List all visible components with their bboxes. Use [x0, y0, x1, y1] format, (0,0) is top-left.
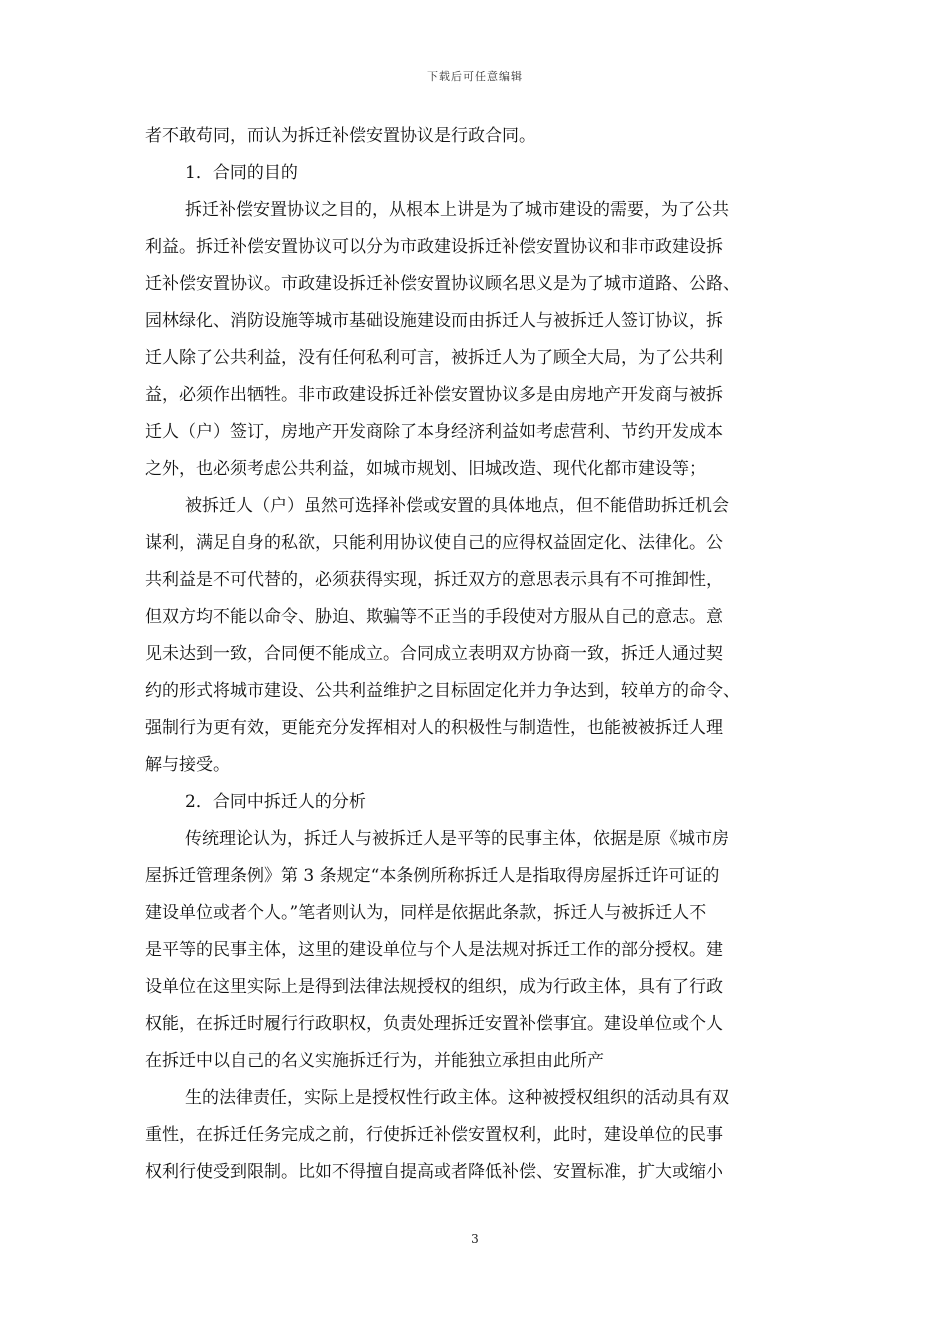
- text-line: 但双方均不能以命令、胁迫、欺骗等不正当的手段使对方服从自己的意志。意: [145, 607, 723, 627]
- text-line: 传统理论认为，拆迁人与被拆迁人是平等的民事主体，依据是原《城市房: [185, 829, 729, 849]
- text-line: 迁人除了公共利益，没有任何私利可言，被拆迁人为了顾全大局，为了公共利: [145, 348, 723, 368]
- text-line: 权利行使受到限制。比如不得擅自提高或者降低补偿、安置标准，扩大或缩小: [145, 1162, 723, 1182]
- text-line: 生的法律责任，实际上是授权性行政主体。这种被授权组织的活动具有双: [185, 1088, 729, 1108]
- text-line: 重性，在拆迁任务完成之前，行使拆迁补偿安置权利，此时，建设单位的民事: [145, 1125, 723, 1145]
- text-line: 见未达到一致，合同便不能成立。合同成立表明双方协商一致，拆迁人通过契: [145, 644, 723, 664]
- page-number: 3: [471, 1232, 479, 1246]
- text-line: 者不敢苟同，而认为拆迁补偿安置协议是行政合同。: [145, 126, 536, 146]
- text-line: 建设单位或者个人。”笔者则认为，同样是依据此条款，拆迁人与被拆迁人不: [145, 903, 707, 923]
- text-line: 共利益是不可代替的，必须获得实现，拆迁双方的意思表示具有不可推卸性，: [145, 570, 723, 590]
- text-line: 设单位在这里实际上是得到法律法规授权的组织，成为行政主体，具有了行政: [145, 977, 723, 997]
- page-header: 下载后可任意编辑: [427, 70, 523, 83]
- text-line: 是平等的民事主体，这里的建设单位与个人是法规对拆迁工作的部分授权。建: [145, 940, 723, 960]
- text-line: 2．合同中拆迁人的分析: [185, 792, 366, 812]
- text-line: 屋拆迁管理条例》第 3 条规定“本条例所称拆迁人是指取得房屋拆迁许可证的: [145, 866, 720, 886]
- text-line: 在拆迁中以自己的名义实施拆迁行为，并能独立承担由此所产: [145, 1051, 604, 1071]
- text-line: 迁人（户）签订，房地产开发商除了本身经济利益如考虑营利、节约开发成本: [145, 422, 723, 442]
- text-line: 利益。拆迁补偿安置协议可以分为市政建设拆迁补偿安置协议和非市政建设拆: [145, 237, 723, 257]
- text-line: 强制行为更有效，更能充分发挥相对人的积极性与制造性，也能被被拆迁人理: [145, 718, 723, 738]
- text-line: 1．合同的目的: [185, 163, 298, 183]
- text-line: 被拆迁人（户）虽然可选择补偿或安置的具体地点，但不能借助拆迁机会: [185, 496, 729, 516]
- text-line: 迁补偿安置协议。市政建设拆迁补偿安置协议顾名思义是为了城市道路、公路、: [145, 274, 740, 294]
- text-line: 之外，也必须考虑公共利益，如城市规划、旧城改造、现代化都市建设等；: [145, 459, 706, 479]
- text-line: 益，必须作出牺牲。非市政建设拆迁补偿安置协议多是由房地产开发商与被拆: [145, 385, 723, 405]
- text-line: 园林绿化、消防设施等城市基础设施建设而由拆迁人与被拆迁人签订协议，拆: [145, 311, 723, 331]
- text-line: 谋利，满足自身的私欲，只能利用协议使自己的应得权益固定化、法律化。公: [145, 533, 723, 553]
- document-body: [145, 118, 805, 1191]
- text-line: 权能，在拆迁时履行行政职权，负责处理拆迁安置补偿事宜。建设单位或个人: [145, 1014, 723, 1034]
- text-line: 约的形式将城市建设、公共利益维护之目标固定化并力争达到，较单方的命令、: [145, 681, 740, 701]
- text-line: 拆迁补偿安置协议之目的，从根本上讲是为了城市建设的需要，为了公共: [185, 200, 729, 220]
- text-line: 解与接受。: [145, 755, 230, 775]
